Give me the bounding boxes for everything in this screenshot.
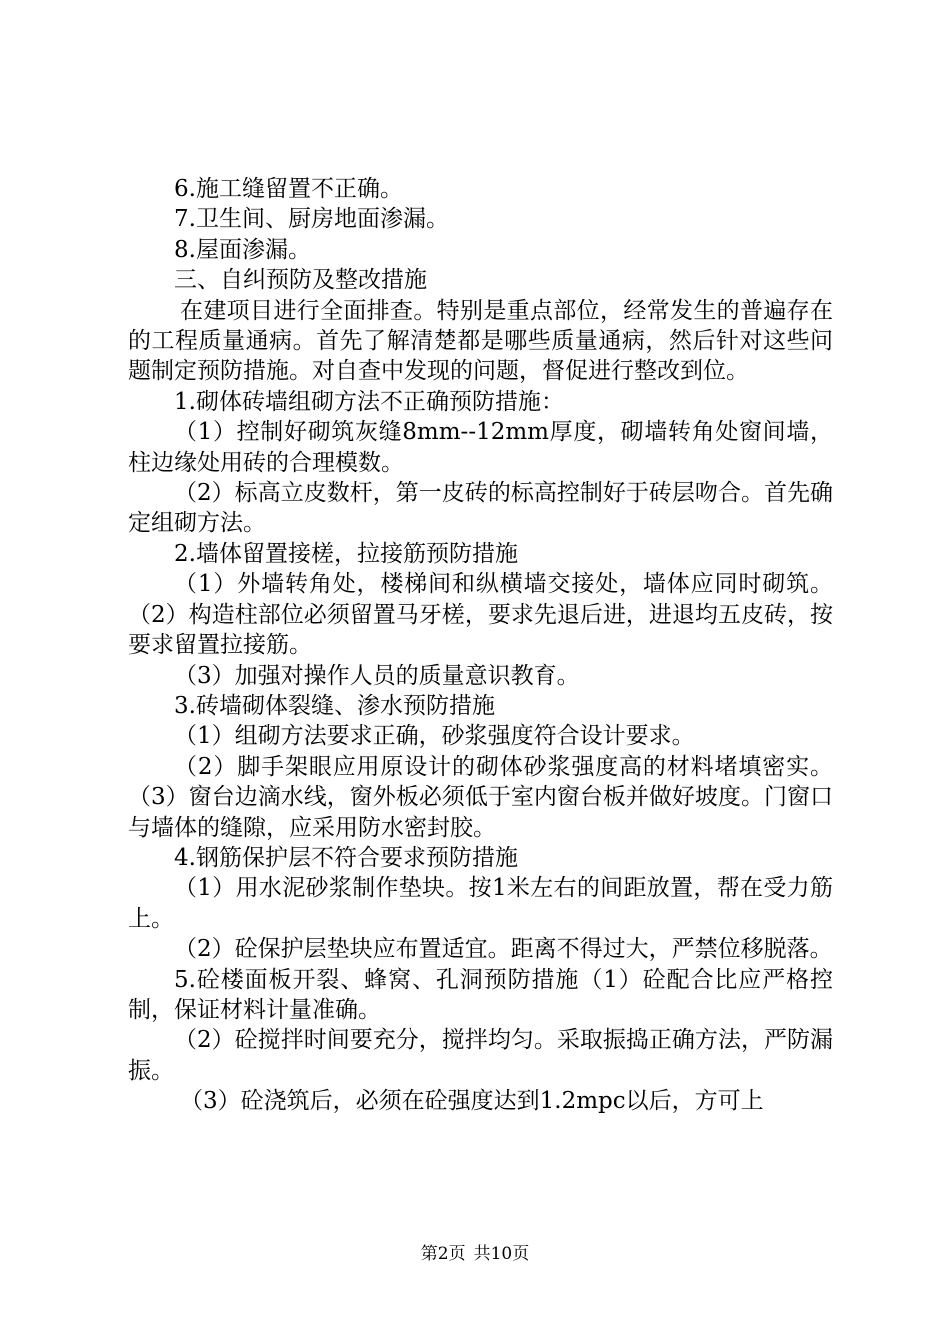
paragraph: 3.砖墙砌体裂缝、渗水预防措施 [174,692,495,719]
paragraph: （1）外墙转角处，楼梯间和纵横墙交接处，墙体应同时砌筑。（2）构造柱部位必须留置马牙槎，要求先退后进，进退均五皮砖，按要求留置拉接筋。 [128,571,833,659]
body-text [128,174,833,1117]
paragraph: 2.墙体留置接槎，拉接筋预防措施 [174,540,518,567]
paragraph: （2）脚手架眼应用原设计的砌体砂浆强度高的材料堵填密实。（3）窗台边滴水线，窗外板必须低于室内窗台板并做好坡度。门窗口与墙体的缝隙，应采用防水密封胶。 [128,753,833,841]
paragraph: （1）用水泥砂浆制作垫块。按1米左右的间距放置，帮在受力筋上。 [128,875,833,932]
paragraph: （2）标高立皮数杆，第一皮砖的标高控制好于砖层吻合。首先确定组砌方法。 [128,480,833,537]
paragraph: （3）砼浇筑后，必须在砼强度达到1.2mpc以后，方可上 [180,1088,764,1115]
page-number: 第2页 [420,1244,466,1264]
paragraph: （2）砼保护层垫块应布置适宜。距离不得过大，严禁位移脱落。 [174,936,833,963]
paragraph: 7.卫生间、厨房地面渗漏。 [174,206,449,233]
paragraph: （1）控制好砌筑灰缝8mm--12mm厚度，砌墙转角处窗间墙，柱边缘处用砖的合理模数。 [128,419,833,476]
paragraph: 8.屋面渗漏。 [174,236,311,263]
paragraph: 4.钢筋保护层不符合要求预防措施 [174,844,518,871]
page-total: 共10页 [473,1244,530,1264]
paragraph: 三、自纠预防及整改措施 [174,267,427,294]
paragraph: （3）加强对操作人员的质量意识教育。 [174,662,580,689]
paragraph: 5.砼楼面板开裂、蜂窝、孔洞预防措施（1）砼配合比应严格控制，保证材料计量准确。 [128,966,833,1023]
paragraph: 1.砌体砖墙组砌方法不正确预防措施： [174,388,564,415]
paragraph: （1）组砌方法要求正确，砂浆强度符合设计要求。 [174,723,695,750]
paragraph: 在建项目进行全面排查。特别是重点部位，经常发生的普遍存在的工程质量通病。首先了解清楚都是哪些质量通病，然后针对这些问题制定预防措施。对自查中发现的问题，督促进行整改到位。 [128,297,833,385]
page-footer [0,1244,950,1264]
paragraph: （2）砼搅拌时间要充分，搅拌均匀。采取振捣正确方法，严防漏振。 [128,1027,833,1084]
paragraph: 6.施工缝留置不正确。 [174,176,403,202]
